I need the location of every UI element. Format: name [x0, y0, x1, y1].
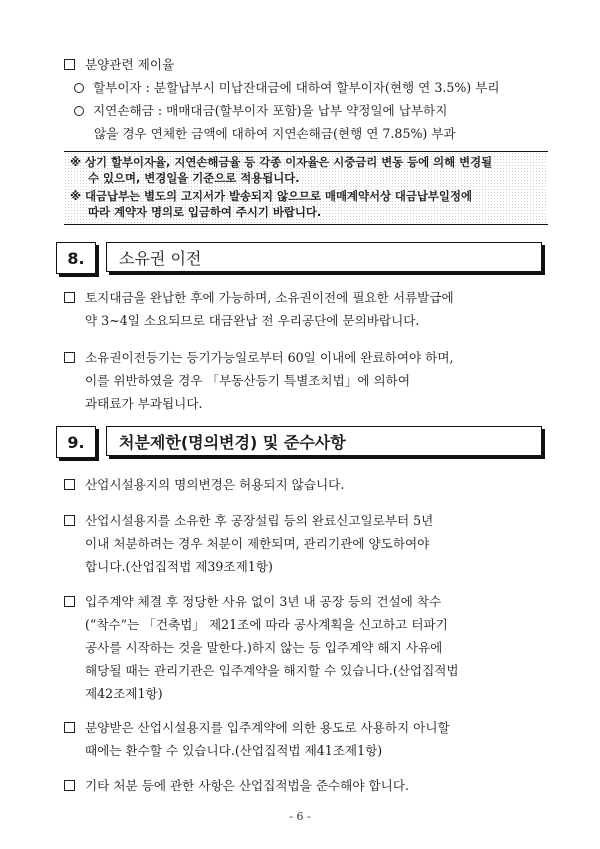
list-item-cont: 이내 처분하려는 경우 처분이 제한되며, 관리기관에 양도하여야 [85, 536, 430, 551]
list-item-cont: 이를 위반하였을 경우 「부동산등기 특별조치법」에 의하여 [85, 373, 411, 388]
list-item-cont: (“착수”는 「건축법」 제21조에 따라 공사계획을 신고하고 터파기 [85, 617, 448, 632]
rate-heading: 분양관련 제이율 [64, 57, 174, 73]
square-bullet-icon [64, 596, 75, 607]
rate-item-late-fee: 지연손해금 : 매매대금(할부이자 포함)을 납부 약정일에 납부하지 [74, 103, 447, 119]
list-item-cont: 과태료가 부과됩니다. [85, 396, 203, 411]
square-bullet-icon [64, 780, 75, 791]
notice-line: ※ 상기 할부이자율, 지연손해금율 등 각종 이자율은 시중금리 변동 등에 의해 변경될 [70, 155, 493, 169]
list-item: 산업시설용지를 소유한 후 공장설립 등의 완료신고일로부터 5년 [64, 513, 433, 529]
section-number: 9. [56, 426, 96, 458]
list-item: 기타 처분 등에 관한 사항은 산업집적법을 준수해야 합니다. [64, 778, 409, 794]
list-item-cont: 때에는 환수할 수 있습니다.(산업집적법 제41조제1항) [85, 743, 383, 758]
list-item: 입주계약 체결 후 정당한 사유 없이 3년 내 공장 등의 건설에 착수 [64, 594, 441, 610]
section-title: 소유권 이전 [106, 242, 542, 272]
square-bullet-icon [64, 352, 75, 363]
circle-bullet-icon [74, 106, 84, 116]
square-bullet-icon [64, 292, 75, 303]
notice-line: ※ 대금납부는 별도의 고지서가 발송되지 않으므로 매매계약서상 대금납부일정에 [70, 189, 472, 203]
section-number: 8. [56, 242, 96, 274]
notice-box [64, 151, 548, 225]
list-item-cont: 공사를 시작하는 것을 말한다.)하지 않는 등 입주계약 해지 사유에 [85, 640, 443, 655]
square-bullet-icon [64, 515, 75, 526]
page-number: - 6 - [289, 810, 311, 823]
list-item: 소유권이전등기는 등기가능일로부터 60일 이내에 완료하여야 하며, [64, 350, 454, 366]
square-bullet-icon [64, 59, 75, 70]
list-item: 산업시설용지의 명의변경은 허용되지 않습니다. [64, 477, 344, 493]
list-item-cont: 해당될 때는 관리기관은 입주계약을 해지할 수 있습니다.(산업집적법 [85, 663, 459, 678]
square-bullet-icon [64, 479, 75, 490]
list-item-cont: 제42조제1항) [85, 686, 163, 701]
list-item: 토지대금을 완납한 후에 가능하며, 소유권이전에 필요한 서류발급에 [64, 290, 454, 306]
circle-bullet-icon [74, 83, 84, 93]
list-item-cont: 약 3~4일 소요되므로 대금완납 전 우리공단에 문의바랍니다. [85, 313, 420, 328]
notice-line: 따라 계약자 명의로 입금하여 주시기 바랍니다. [88, 205, 322, 219]
list-item-cont: 합니다.(산업집적법 제39조제1항) [85, 559, 273, 574]
rate-item-late-fee-cont: 않을 경우 연체한 금액에 대하여 지연손해금(현행 연 7.85%) 부과 [94, 126, 456, 141]
square-bullet-icon [64, 722, 75, 733]
list-item: 분양받은 산업시설용지를 입주계약에 의한 용도로 사용하지 아니할 [64, 720, 450, 736]
section-title: 처분제한(명의변경) 및 준수사항 [106, 426, 542, 456]
rate-item-installment: 할부이자 : 분할납부시 미납잔대금에 대하여 할부이자(현행 연 3.5%) 부리 [74, 80, 500, 96]
notice-line: 수 있으며, 변경일을 기준으로 적용됩니다. [88, 171, 300, 185]
